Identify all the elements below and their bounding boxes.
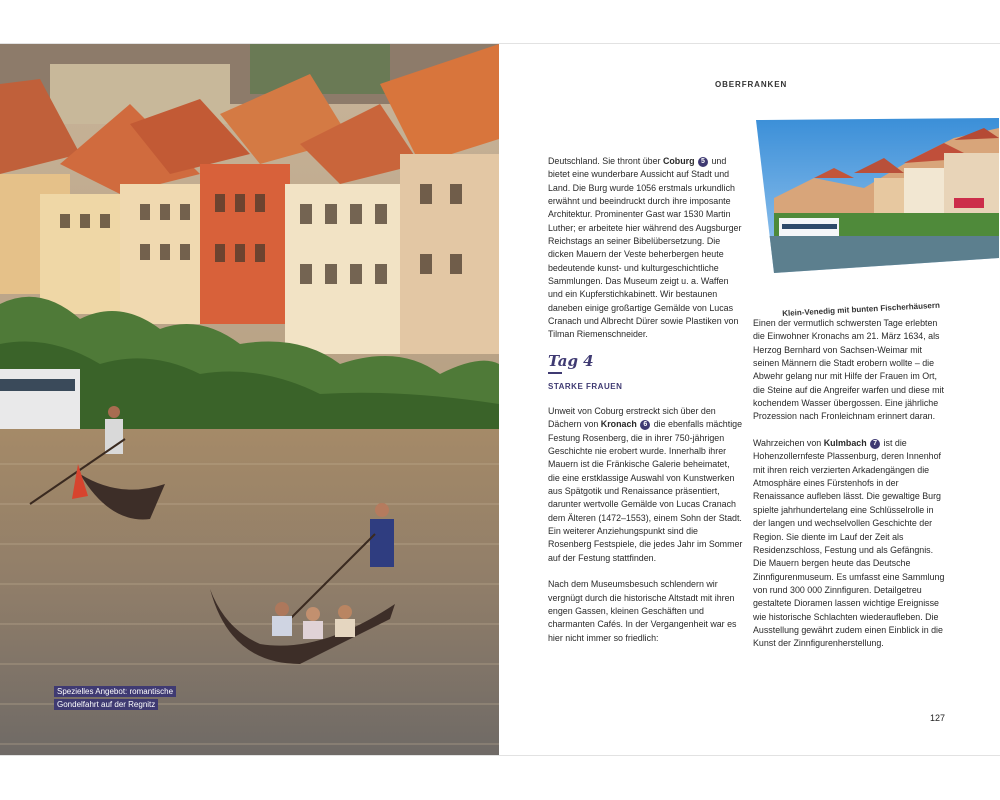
photo-caption xyxy=(54,686,176,712)
day-heading: Tag 4 xyxy=(548,352,594,371)
gondola-photo xyxy=(0,44,499,755)
small-photo-caption: Klein-Venedig mit bunten Fischerhäusern xyxy=(782,300,941,318)
map-marker-7: 7 xyxy=(870,439,880,449)
section-subhead: STARKE FRAUEN xyxy=(548,381,623,391)
paragraph-text: die ebenfalls mächtige Festung Rosenberg, die in ihrer 750-jährigen Geschichte nie erobert wurde. Innerhalb ihrer Mauern ist die Fränkische Galerie beheimatet, die eine erstklassige Auswahl von Kunstwerken aus Spätgotik und Renaissance präsentiert, darunter wertvolle Gemälde von Lucas Cranach dem Älteren (1472–1553), einem Sohn der Stadt. Ein weiterer Anziehungspunkt sind die Rosenberg Festspiele, die jedes Jahr im Sommer auf der Festung stattfinden. xyxy=(548,419,743,563)
paragraph-text: Wahrzeichen von xyxy=(753,438,824,449)
book-spread xyxy=(0,43,1000,756)
paragraph-text: und bietet eine wunderbare Aussicht auf Stadt und Land. Die Burg wurde 1056 erstmals urkundlich erwähnt und beeindruckt durch ihre imposante Architektur. Prominenter Gast war 1530 Martin Luther; er arbeitete hier während des Augsburger Reichstags an seiner Bibelübersetzung. Die dicken Mauern der Veste beherbergen heute bedeutende kunst- und kulturgeschichtliche Sammlungen. Das Museum zeigt u. a. Waffen und ein Kupferstichkabinett. Wir bestaunen daneben einige großartige Gemälde von Lucas Cranach und Albrecht Dürer sowie Plastiken von Tilman Riemenschneider. xyxy=(548,156,742,340)
caption-line-1: Spezielles Angebot: romantische xyxy=(54,686,176,697)
page-number: 127 xyxy=(930,713,946,723)
heading-divider xyxy=(548,372,562,374)
klein-venedig-illustration xyxy=(754,118,999,273)
gondola-photo-illustration xyxy=(0,44,499,755)
paragraph-1634: Einen der vermutlich schwersten Tage erlebten die Einwohner Kronachs am 21. März 1634, als Herzog Bernhard von Sachsen-Weimar mit seinen Männern die Stadt erobern wollte – die Abwehr gelang nur mit Hilfe der Frauen im Ort, die Steine auf die Angreifer warfen und diese mit kochendem Wasser übergossen. Eine jährliche Prozession nach Fronleichnam erinnert daran. xyxy=(753,318,944,422)
paragraph-coburg xyxy=(548,155,743,342)
klein-venedig-photo xyxy=(754,118,999,273)
paragraph-text: ist die Hohenzollernfeste Plassenburg, deren Innenhof mit ihren reich verzierten Arkadengängen die Atmosphäre eines Fürstenhofs in der Renaissance aufleben lässt. Die gewaltige Burg spielte jahrhundertelang eine Schlüsselrolle in der langen und wechselvollen Geschichte der Region. Sie diente im Lauf der Zeit als Residenzschloss, Festung und als Gefängnis. Die Mauern bergen heute das Deutsche Zinnfigurenmuseum. Es umfasst eine Sammlung von rund 300 000 Zinnfiguren. Detailgetreu gestaltete Dioramen lassen wichtige Ereignisse wie historische Schlachten wiederaufleben. Die Ausstellung gewährt zudem einen Einblick in die Kunst der Zinnfigurenherstellung. xyxy=(753,438,945,649)
map-marker-6: 6 xyxy=(640,420,650,430)
paragraph-text: Unweit von Coburg erstreckt sich über den Dächern von xyxy=(548,405,716,430)
place-coburg: Coburg xyxy=(662,156,695,166)
running-head: OBERFRANKEN xyxy=(715,80,788,89)
right-page xyxy=(500,44,1000,755)
map-marker-5: 5 xyxy=(698,157,708,167)
text-column-left xyxy=(548,155,743,658)
place-kronach: Kronach xyxy=(600,419,637,430)
caption-line-2: Gondelfahrt auf der Regnitz xyxy=(54,699,158,710)
paragraph-kulmbach xyxy=(753,437,948,651)
paragraph-text: Deutschland. Sie thront über xyxy=(548,156,663,166)
paragraph-kronach xyxy=(548,405,743,565)
text-column-right xyxy=(753,317,948,664)
paragraph-altstadt: Nach dem Museumsbesuch schlendern wir vergnügt durch die historische Altstadt mit ihren engen Gassen, kleinen Geschäften und charmanten Cafés. In der Vergangenheit war es hier nicht immer so friedlich: xyxy=(548,579,737,643)
place-kulmbach: Kulmbach xyxy=(823,438,867,449)
